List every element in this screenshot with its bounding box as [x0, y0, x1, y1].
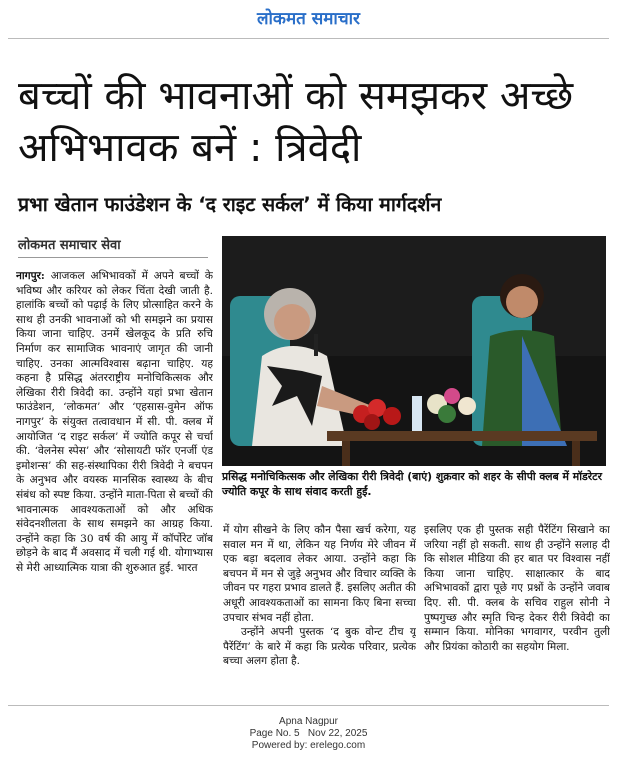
footer-powered-by[interactable]: Powered by: erelego.com [251, 740, 366, 751]
top-divider [8, 38, 609, 39]
article-column-2 [223, 523, 416, 705]
bottom-divider [8, 705, 609, 706]
photo-caption: प्रसिद्ध मनोचिकित्सक और लेखिका रीरी त्रिवेदी (बाएं) शुक्रवार को शहर के सीपी क्लब में मॉडरेटर ज्योति कपूर के साथ संवाद करती हुईं. [222, 470, 603, 498]
page-footer [0, 716, 617, 752]
event-photo [222, 236, 606, 466]
footer-page-date: Page No. 5 Nov 22, 2025 [249, 728, 368, 739]
masthead-logo: लोकमत समाचार [257, 9, 360, 29]
subheadline: प्रभा खेतान फाउंडेशन के ‘द राइट सर्कल’ में किया मार्गदर्शन [18, 193, 442, 216]
article-column-1 [16, 269, 213, 705]
byline: लोकमत समाचार सेवा [18, 235, 208, 258]
event-photo-illustration [222, 236, 606, 466]
article-text-col2b: उन्होंने अपनी पुस्तक ‘द बुक वोन्ट टीच यू पैरेंटिंग’ के बारे में कहा कि प्रत्येक परिवार, प्रत्येक बच्चा अलग होता है. [223, 626, 416, 668]
footer-edition: Apna Nagpur [279, 716, 338, 727]
article-text-col3: इसलिए एक ही पुस्तक सही पैरेंटिंग सिखाने का जरिया नहीं हो सकती. साथ ही उन्होंने सलाह दी कि सोशल मीडिया की हर बात पर विश्वास नहीं किया जाना चाहिए. साक्षात्कार के बाद अभिभावकों द्वारा पूछे गए प्रश्नों के उन्होंने जवाब दिए. सी. पी. क्लब के सचिव राहुल सोनी ने पुष्पगुच्छ और स्मृति चिन्ह देकर रीरी त्रिवेदी का सम्मान किया. मोनिका भगवागर, परवीन तुली और प्रियंका कोठारी का सहयोग मिला. [424, 524, 610, 653]
dateline: नागपुर: [16, 270, 45, 282]
article-column-3 [424, 523, 610, 705]
article-text-col1: आजकल अभिभावकों में अपने बच्चों के भविष्य और करियर को लेकर चिंता देखी जाती है. हालांकि बच्चों को पढ़ाई के लिए प्रोत्साहित करने के साथ ही उनकी भावनाओं को भी समझने का प्रयास किया जाना चाहिए. उनमें खेलकूद के प्रति रुचि निर्माण कर सामाजिक भावनाएं जागृत की जानी चाहिए. उनका आत्मविश्वास बढ़ाना चाहिए. यह कहना है प्रसिद्ध अंतरराष्ट्रीय मनोचिकित्सक और लेखिका रीरी त्रिवेदी का. उन्होंने यहां प्रभा खेतान फाउंडेशन, ‘लोकमत’ और ‘एहसास-वुमेन ऑफ नागपुर’ के संयुक्त तत्वावधान में सी. पी. क्लब में आयोजित ‘द राइट सर्कल’ में ज्योति कपूर से चर्चा की. ‘वेलनेस स्पेस’ और ‘सोसायटी फॉर एनर्जी एंड इमोशन्स’ की सह-संस्थापिका रीरी त्रिवेदी ने बचपन के अनुभव और वयस्क मानसिक स्वास्थ्य के बीच संबंध को स्पष्ट किया. उन्होंने माता-पिता से बच्चों की भावनात्मक आवश्यकताओं को और अधिक संवेदनशीलता के साथ समझने का आग्रह किया. उन्होंने कहा कि 30 वर्ष की आयु में कॉर्पोरेट जॉब छोड़ने के बाद मैं अवसाद में चली गई थी. योगाभ्यास से मेरी आध्यात्मिक यात्रा की शुरुआत हुई. भारत [16, 270, 213, 574]
article-text-col2: में योग सीखने के लिए कौन पैसा खर्च करेगा, यह सवाल मन में था, लेकिन यह निर्णय मेरे जीवन में एक बड़ा बदलाव लेकर आया. उन्होंने कहा कि बचपन में मन से जुड़े अनुभव और विचार व्यक्ति के जीवन पर गहरा प्रभाव डालते हैं. इसलिए अतीत की अधूरी आवश्यकताओं का सामना किए बिना सच्चा उपचार संभव नहीं होता. [223, 524, 416, 624]
headline: बच्चों की भावनाओं को समझकर अच्छे अभिभावक बनें : त्रिवेदी [18, 73, 574, 171]
